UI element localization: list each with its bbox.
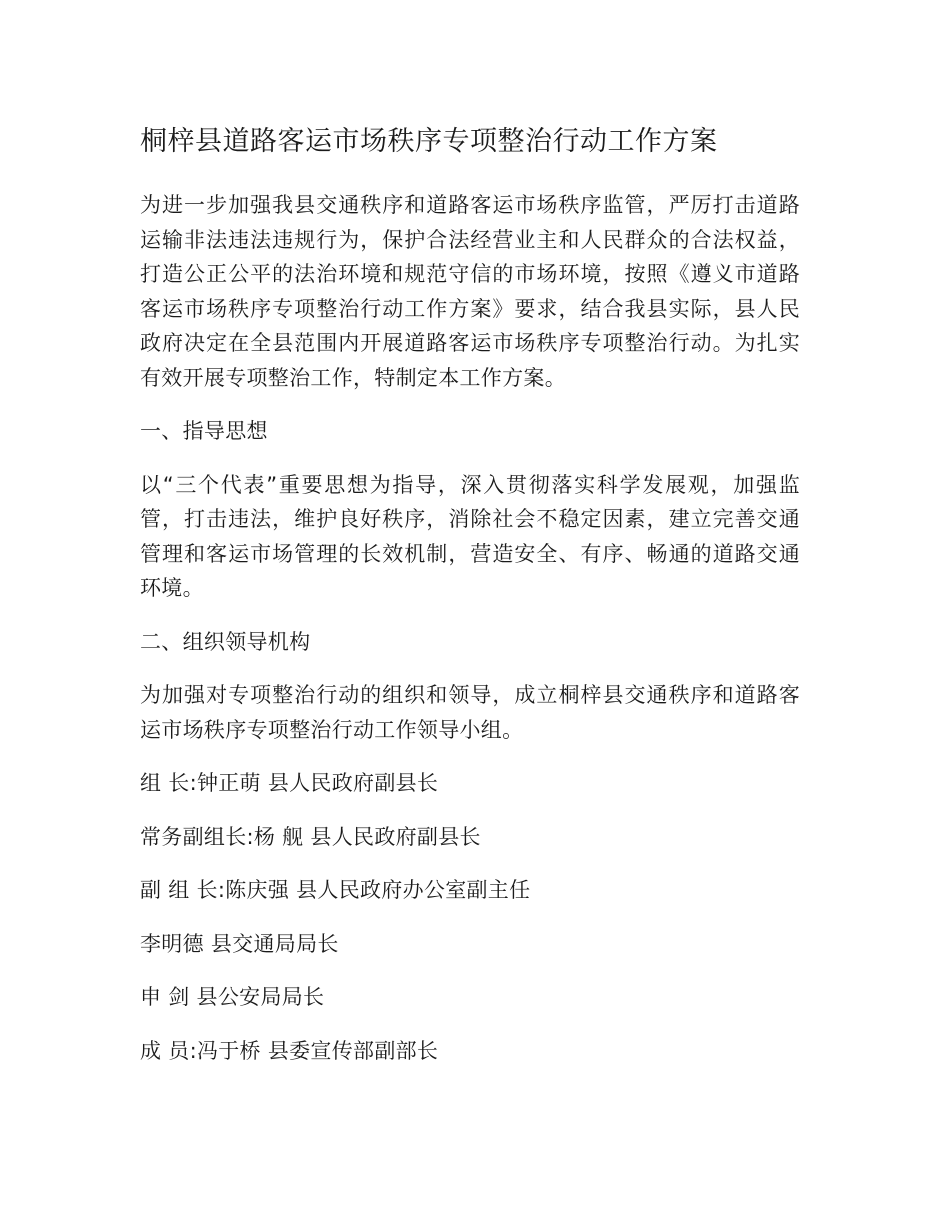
member-line-deputy-1: 副 组 长:陈庆强 县人民政府办公室副主任 (140, 878, 531, 902)
member-line-deputy-2: 李明德 县交通局局长 (140, 931, 339, 956)
document-title: 桐梓县道路客运市场秩序专项整治行动工作方案 (140, 126, 718, 157)
guiding-ideology-paragraph: 以“三个代表”重要思想为指导，深入贯彻落实科学发展观，加强监管，打击违法，维护良好秩序，消除社会不稳定因素，建立完善交通管理和客运市场管理的长效机制，营造安全、有序、畅通的道路交通环境。 (140, 472, 800, 600)
member-line-leader: 组 长:钟正萌 县人民政府副县长 (140, 771, 439, 795)
member-line-executive-deputy: 常务副组长:杨 舰 县人民政府副县长 (140, 824, 481, 849)
leadership-paragraph: 为加强对专项整治行动的组织和领导，成立桐梓县交通秩序和道路客运市场秩序专项整治行动工作领导小组。 (140, 683, 800, 742)
member-line-deputy-3: 申 剑 县公安局局长 (140, 985, 325, 1009)
intro-paragraph: 为进一步加强我县交通秩序和道路客运市场秩序监管，严厉打击道路运输非法违法违规行为，保护合法经营业主和人民群众的合法权益，打造公正公平的法治环境和规范守信的市场环境，按照《遵义市道路客运市场秩序专项整治行动工作方案》要求，结合我县实际，县人民政府决定在全县范围内开展道路客运市场秩序专项整治行动。为扎实有效开展专项整治工作，特制定本工作方案。 (140, 193, 800, 390)
section-heading-leadership: 二、组织领导机构 (140, 629, 311, 654)
document-page (140, 120, 800, 1087)
member-line-member-1: 成 员:冯于桥 县委宣传部副部长 (140, 1038, 439, 1063)
section-heading-guiding-ideology: 一、指导思想 (140, 419, 268, 443)
